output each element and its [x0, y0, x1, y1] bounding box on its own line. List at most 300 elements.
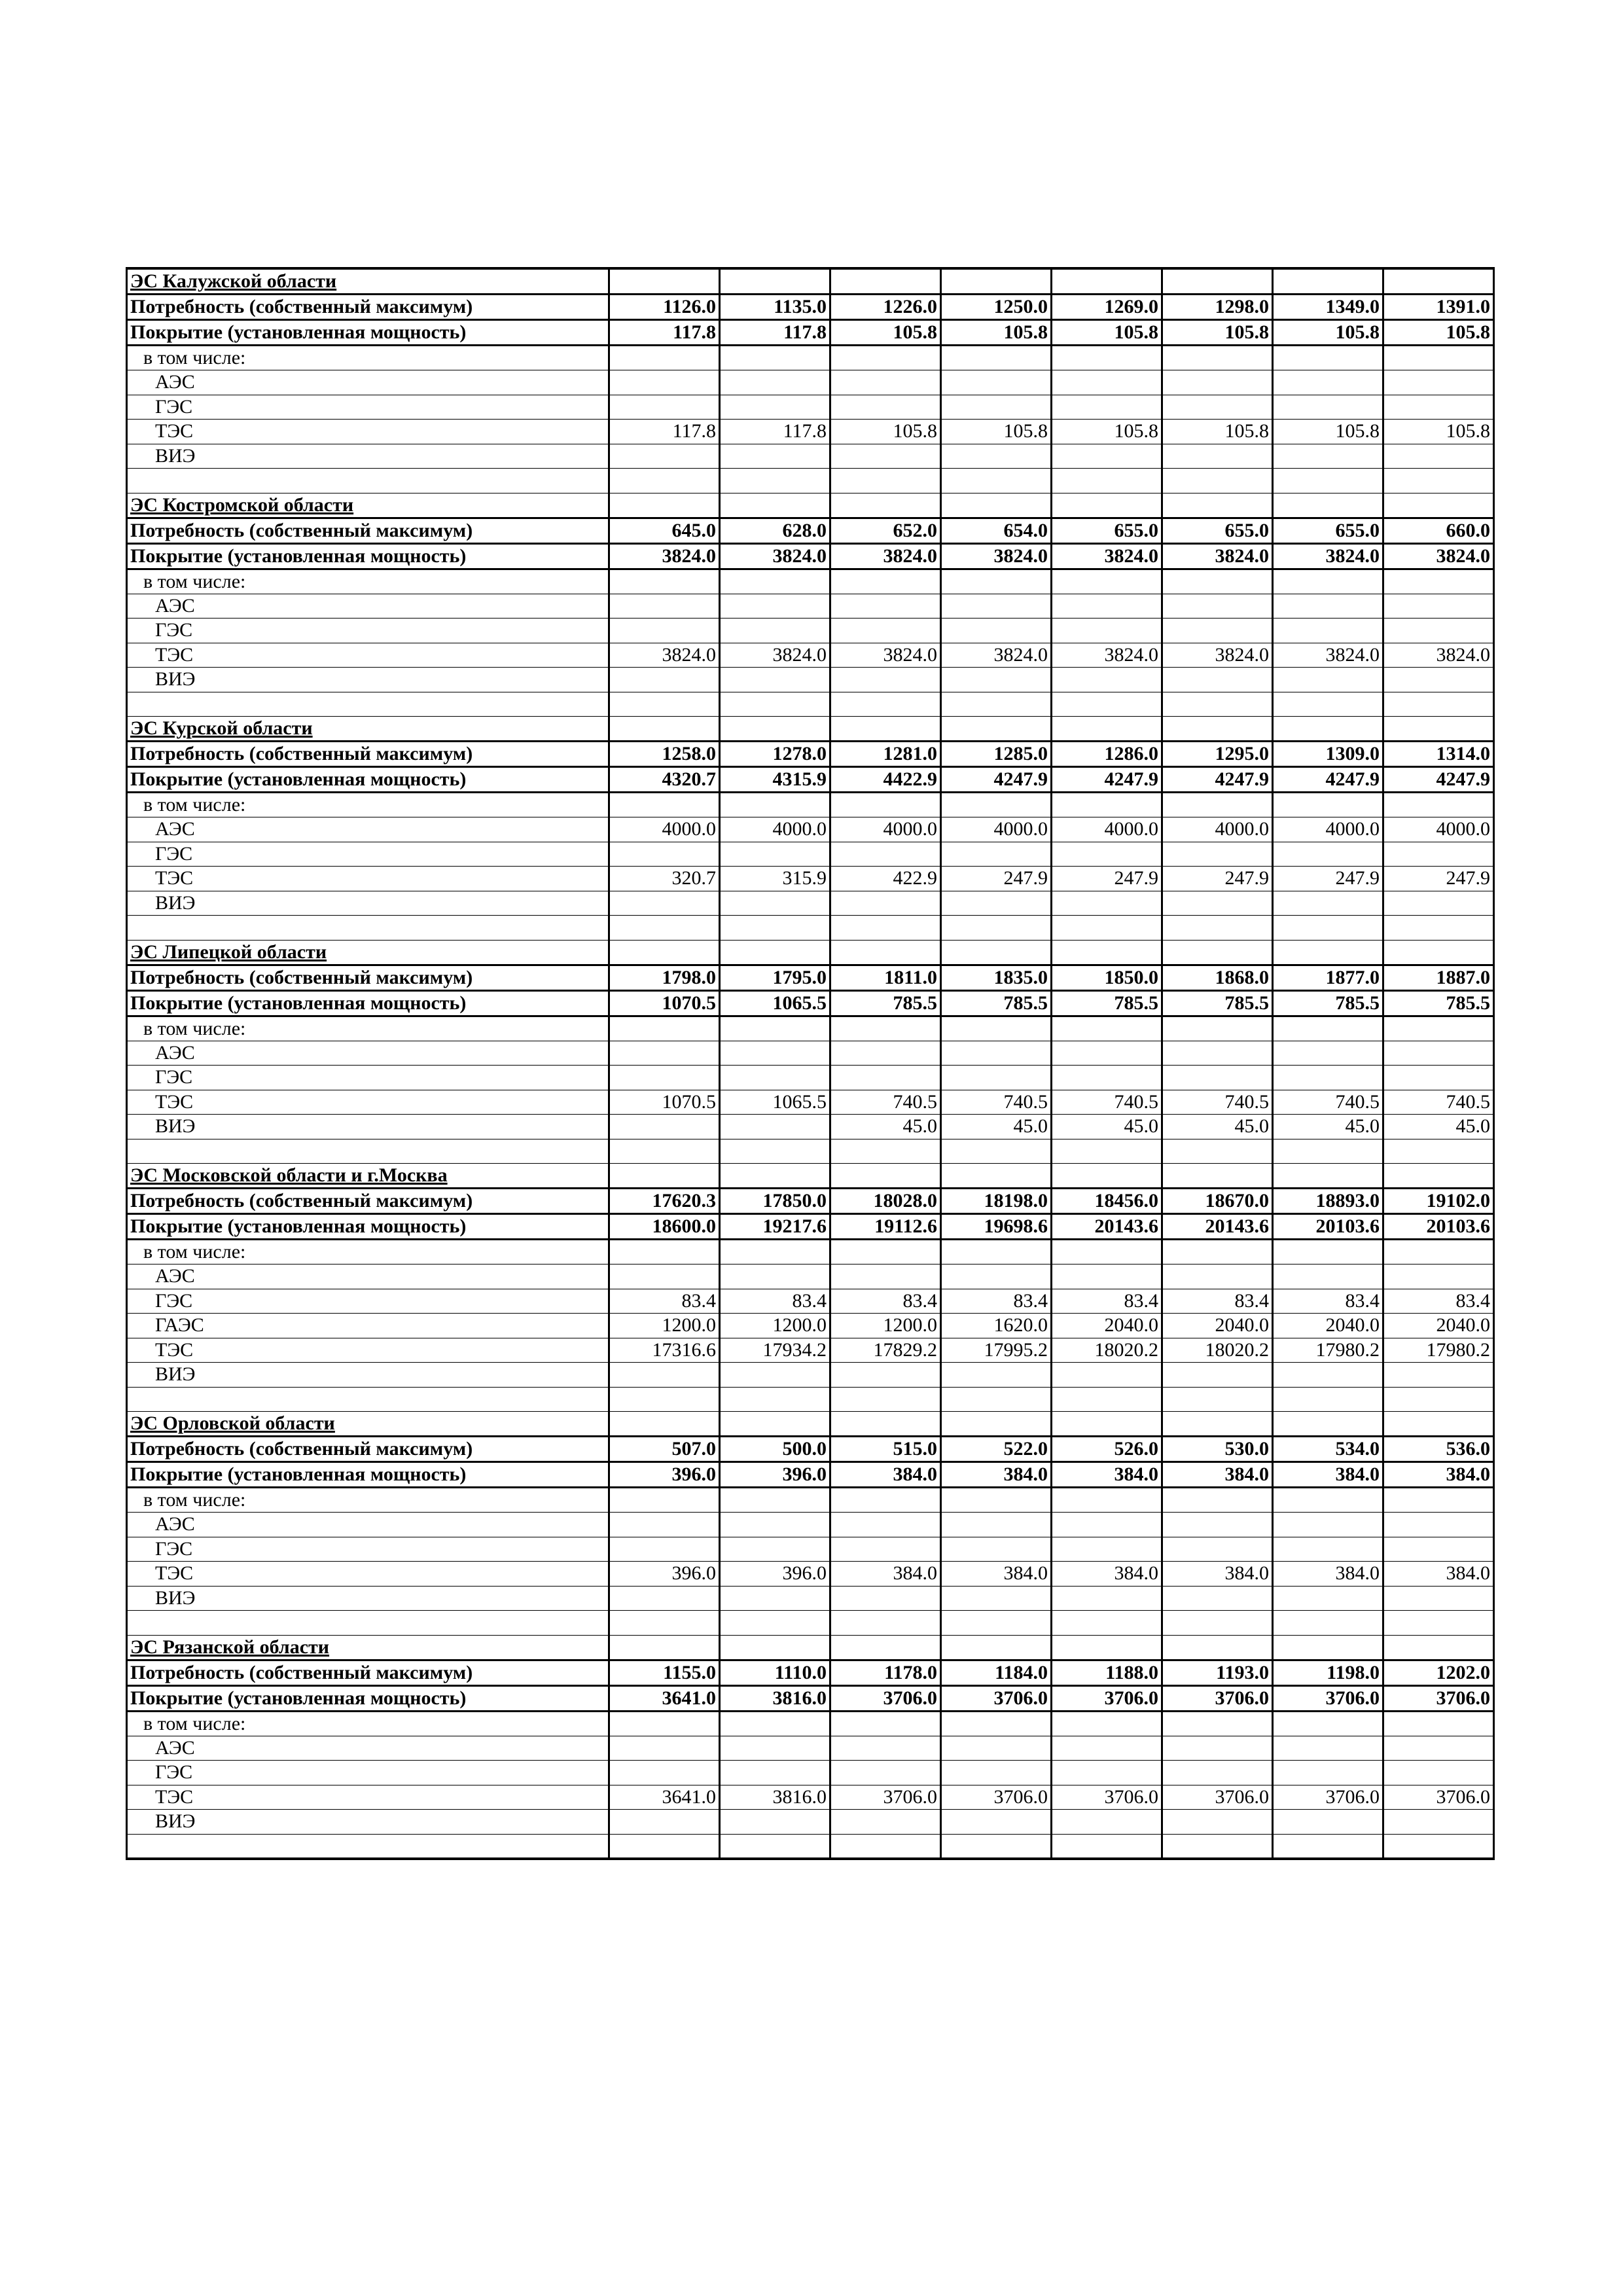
demand-label: [127, 965, 609, 990]
source-row: [127, 395, 1494, 420]
source-row: [127, 867, 1494, 891]
value-cell: [1273, 1240, 1383, 1265]
value-cell: 1281.0: [830, 742, 941, 767]
value-cell: [830, 1066, 941, 1090]
value-cell: 17850.0: [720, 1189, 830, 1214]
coverage-row: [127, 1685, 1494, 1711]
value-cell: 1798.0: [609, 965, 720, 990]
value-cell: [1273, 916, 1383, 941]
value-cell: 1868.0: [1162, 965, 1273, 990]
value-cell: 785.5: [1383, 990, 1494, 1016]
source-label: [127, 594, 609, 619]
source-label-text: ГЭС: [155, 1066, 193, 1088]
value-cell: [941, 891, 1052, 916]
source-label-text: ГЭС: [155, 395, 193, 418]
source-label: [127, 1562, 609, 1587]
value-cell: [609, 1611, 720, 1636]
spacer-row: [127, 469, 1494, 493]
source-label: [127, 1761, 609, 1785]
value-cell: [1383, 1761, 1494, 1785]
including-label-text: в том числе:: [143, 1489, 246, 1511]
source-row: [127, 444, 1494, 469]
source-row: [127, 1265, 1494, 1289]
value-cell: [1162, 1586, 1273, 1611]
demand-row: [127, 1189, 1494, 1214]
including-row: [127, 1488, 1494, 1513]
value-cell: 1620.0: [941, 1314, 1052, 1338]
section-header-row: [127, 1164, 1494, 1189]
value-cell: [1052, 842, 1162, 867]
value-cell: 384.0: [941, 1462, 1052, 1488]
coverage-label-text: Покрытие (установленная мощность): [130, 1687, 467, 1709]
value-cell: [1273, 444, 1383, 469]
value-cell: [1383, 916, 1494, 941]
value-cell: 628.0: [720, 518, 830, 543]
value-cell: 3706.0: [941, 1785, 1052, 1810]
value-cell: [609, 1041, 720, 1066]
value-cell: [830, 1387, 941, 1412]
value-cell: [720, 1139, 830, 1164]
source-label: [127, 1289, 609, 1314]
demand-label-text: Потребность (собственный максимум): [130, 966, 473, 988]
coverage-label: [127, 320, 609, 346]
value-cell: [1052, 370, 1162, 395]
demand-row: [127, 1437, 1494, 1462]
value-cell: [830, 1834, 941, 1859]
value-cell: [609, 891, 720, 916]
value-cell: [1383, 469, 1494, 493]
section-title-text: ЭС Рязанской области: [130, 1636, 330, 1658]
value-cell: [830, 1537, 941, 1562]
value-cell: 1349.0: [1273, 295, 1383, 320]
section-header-row: [127, 1635, 1494, 1660]
value-cell: 4000.0: [1383, 817, 1494, 842]
value-cell: [1383, 1711, 1494, 1736]
value-cell: [1162, 1488, 1273, 1513]
source-label: [127, 817, 609, 842]
value-cell: [1273, 619, 1383, 643]
value-cell: [1162, 268, 1273, 295]
source-row: [127, 1314, 1494, 1338]
value-cell: [830, 444, 941, 469]
spacer-cell: [127, 1834, 609, 1859]
value-cell: 1391.0: [1383, 295, 1494, 320]
value-cell: 645.0: [609, 518, 720, 543]
value-cell: [609, 1066, 720, 1090]
value-cell: [1162, 493, 1273, 518]
value-cell: [941, 493, 1052, 518]
value-cell: 3824.0: [1273, 643, 1383, 668]
value-cell: 1110.0: [720, 1660, 830, 1685]
value-cell: 17995.2: [941, 1338, 1052, 1363]
value-cell: [1383, 395, 1494, 420]
value-cell: 4320.7: [609, 767, 720, 793]
value-cell: [609, 1810, 720, 1835]
source-label-text: АЭС: [155, 1265, 195, 1287]
including-label-text: в том числе:: [143, 570, 246, 592]
value-cell: 4000.0: [941, 817, 1052, 842]
value-cell: [1383, 1537, 1494, 1562]
value-cell: [1052, 469, 1162, 493]
coverage-label: [127, 1462, 609, 1488]
value-cell: 1250.0: [941, 295, 1052, 320]
source-label: [127, 1537, 609, 1562]
source-label: [127, 1338, 609, 1363]
value-cell: [609, 692, 720, 717]
value-cell: [1052, 1041, 1162, 1066]
value-cell: [1383, 1139, 1494, 1164]
value-cell: [720, 940, 830, 965]
value-cell: 17620.3: [609, 1189, 720, 1214]
value-cell: 785.5: [1052, 990, 1162, 1016]
value-cell: [1052, 493, 1162, 518]
value-cell: 534.0: [1273, 1437, 1383, 1462]
source-label: [127, 1314, 609, 1338]
value-cell: 384.0: [1052, 1462, 1162, 1488]
value-cell: 17980.2: [1273, 1338, 1383, 1363]
value-cell: 785.5: [1273, 990, 1383, 1016]
value-cell: [1162, 1537, 1273, 1562]
value-cell: 3706.0: [941, 1685, 1052, 1711]
demand-label: [127, 518, 609, 543]
value-cell: [941, 717, 1052, 742]
value-cell: [830, 395, 941, 420]
value-cell: [720, 493, 830, 518]
value-cell: 1226.0: [830, 295, 941, 320]
value-cell: [830, 370, 941, 395]
value-cell: 18020.2: [1052, 1338, 1162, 1363]
value-cell: 4000.0: [1273, 817, 1383, 842]
value-cell: 1202.0: [1383, 1660, 1494, 1685]
value-cell: 740.5: [830, 1090, 941, 1115]
value-cell: 1286.0: [1052, 742, 1162, 767]
value-cell: 1126.0: [609, 295, 720, 320]
value-cell: [720, 1115, 830, 1139]
value-cell: 4000.0: [609, 817, 720, 842]
value-cell: [720, 1488, 830, 1513]
value-cell: [1052, 1761, 1162, 1785]
value-cell: [1162, 1513, 1273, 1537]
coverage-label: [127, 1214, 609, 1240]
coverage-row: [127, 320, 1494, 346]
value-cell: [830, 594, 941, 619]
value-cell: [941, 1363, 1052, 1388]
value-cell: 655.0: [1052, 518, 1162, 543]
coverage-label: [127, 990, 609, 1016]
value-cell: [720, 692, 830, 717]
value-cell: [830, 1164, 941, 1189]
value-cell: [1162, 1711, 1273, 1736]
value-cell: 3706.0: [1162, 1785, 1273, 1810]
demand-label-text: Потребность (собственный максимум): [130, 1190, 473, 1211]
value-cell: [720, 469, 830, 493]
value-cell: [941, 1537, 1052, 1562]
source-label: [127, 643, 609, 668]
value-cell: [830, 1488, 941, 1513]
value-cell: [1052, 916, 1162, 941]
source-label-text: ВИЭ: [155, 668, 196, 691]
demand-label-text: Потребность (собственный максимум): [130, 743, 473, 764]
value-cell: [830, 717, 941, 742]
value-cell: [1273, 469, 1383, 493]
value-cell: [609, 619, 720, 643]
value-cell: [1273, 1761, 1383, 1785]
value-cell: [830, 493, 941, 518]
value-cell: [1052, 692, 1162, 717]
value-cell: 19102.0: [1383, 1189, 1494, 1214]
value-cell: [609, 842, 720, 867]
value-cell: 45.0: [1273, 1115, 1383, 1139]
source-row: [127, 1586, 1494, 1611]
value-cell: [720, 842, 830, 867]
source-row: [127, 1513, 1494, 1537]
value-cell: 1795.0: [720, 965, 830, 990]
coverage-row: [127, 990, 1494, 1016]
value-cell: [1052, 619, 1162, 643]
value-cell: [941, 594, 1052, 619]
value-cell: 3824.0: [941, 643, 1052, 668]
value-cell: [1052, 346, 1162, 370]
value-cell: 3816.0: [720, 1685, 830, 1711]
source-label-text: АЭС: [155, 371, 195, 393]
value-cell: 45.0: [830, 1115, 941, 1139]
coverage-label: [127, 543, 609, 569]
source-row: [127, 1761, 1494, 1785]
value-cell: 247.9: [1052, 867, 1162, 891]
value-cell: 384.0: [1273, 1462, 1383, 1488]
value-cell: [1052, 1265, 1162, 1289]
value-cell: [1162, 1635, 1273, 1660]
source-label: [127, 842, 609, 867]
value-cell: [609, 395, 720, 420]
value-cell: [830, 268, 941, 295]
source-label-text: ТЭС: [155, 1562, 194, 1585]
value-cell: 3824.0: [830, 543, 941, 569]
value-cell: [1052, 594, 1162, 619]
value-cell: [941, 1711, 1052, 1736]
value-cell: 3824.0: [1383, 543, 1494, 569]
value-cell: [1383, 793, 1494, 817]
value-cell: [609, 469, 720, 493]
section-header-row: [127, 493, 1494, 518]
value-cell: [1162, 1240, 1273, 1265]
value-cell: 105.8: [1383, 420, 1494, 444]
source-row: [127, 1066, 1494, 1090]
value-cell: [720, 395, 830, 420]
value-cell: [1383, 493, 1494, 518]
section-header-row: [127, 1412, 1494, 1437]
value-cell: [609, 1834, 720, 1859]
value-cell: [1162, 1834, 1273, 1859]
value-cell: 4247.9: [941, 767, 1052, 793]
value-cell: [609, 1016, 720, 1041]
value-cell: [609, 668, 720, 692]
value-cell: [609, 444, 720, 469]
value-cell: [1383, 1387, 1494, 1412]
value-cell: 1887.0: [1383, 965, 1494, 990]
value-cell: [609, 569, 720, 594]
demand-label-text: Потребность (собственный максимум): [130, 1438, 473, 1460]
value-cell: [941, 1635, 1052, 1660]
value-cell: [720, 668, 830, 692]
value-cell: [1052, 444, 1162, 469]
value-cell: [1162, 1164, 1273, 1189]
value-cell: 2040.0: [1273, 1314, 1383, 1338]
value-cell: 247.9: [1273, 867, 1383, 891]
value-cell: [1162, 1387, 1273, 1412]
value-cell: 536.0: [1383, 1437, 1494, 1462]
value-cell: 3824.0: [1162, 543, 1273, 569]
value-cell: 3706.0: [1052, 1685, 1162, 1711]
value-cell: [1052, 940, 1162, 965]
value-cell: [941, 793, 1052, 817]
including-label: [127, 569, 609, 594]
source-label: [127, 1265, 609, 1289]
source-row: [127, 1289, 1494, 1314]
value-cell: [609, 940, 720, 965]
value-cell: [830, 1041, 941, 1066]
section-title-text: ЭС Курской области: [130, 717, 313, 739]
value-cell: [830, 692, 941, 717]
source-label: [127, 370, 609, 395]
value-cell: [1052, 1139, 1162, 1164]
value-cell: 4247.9: [1162, 767, 1273, 793]
value-cell: [830, 1412, 941, 1437]
source-label: [127, 1041, 609, 1066]
section-header-row: [127, 940, 1494, 965]
value-cell: [830, 793, 941, 817]
value-cell: 83.4: [1273, 1289, 1383, 1314]
value-cell: [609, 1736, 720, 1761]
value-cell: [941, 469, 1052, 493]
value-cell: [720, 717, 830, 742]
value-cell: 785.5: [830, 990, 941, 1016]
value-cell: [720, 1761, 830, 1785]
value-cell: 740.5: [1273, 1090, 1383, 1115]
value-cell: [1273, 395, 1383, 420]
value-cell: [830, 1240, 941, 1265]
value-cell: [1162, 346, 1273, 370]
value-cell: 396.0: [609, 1562, 720, 1587]
source-row: [127, 643, 1494, 668]
including-row: [127, 346, 1494, 370]
value-cell: [609, 1164, 720, 1189]
value-cell: 20143.6: [1162, 1214, 1273, 1240]
value-cell: [1273, 493, 1383, 518]
value-cell: [720, 891, 830, 916]
value-cell: [1273, 1537, 1383, 1562]
source-row: [127, 1090, 1494, 1115]
value-cell: 3824.0: [1383, 643, 1494, 668]
value-cell: [609, 717, 720, 742]
value-cell: 1065.5: [720, 1090, 830, 1115]
demand-label: [127, 742, 609, 767]
value-cell: [1052, 1363, 1162, 1388]
value-cell: [1052, 1537, 1162, 1562]
value-cell: [830, 916, 941, 941]
spacer-cell: [127, 916, 609, 941]
value-cell: 515.0: [830, 1437, 941, 1462]
value-cell: 384.0: [1383, 1562, 1494, 1587]
value-cell: 1309.0: [1273, 742, 1383, 767]
value-cell: [720, 1635, 830, 1660]
value-cell: [1273, 1488, 1383, 1513]
value-cell: [1052, 1711, 1162, 1736]
value-cell: [941, 619, 1052, 643]
section-title: [127, 1164, 609, 1189]
value-cell: 83.4: [609, 1289, 720, 1314]
value-cell: [1273, 346, 1383, 370]
value-cell: [1273, 594, 1383, 619]
value-cell: [609, 1711, 720, 1736]
value-cell: 1835.0: [941, 965, 1052, 990]
source-label: [127, 395, 609, 420]
value-cell: 19112.6: [830, 1214, 941, 1240]
value-cell: [720, 1711, 830, 1736]
value-cell: 3706.0: [1273, 1785, 1383, 1810]
value-cell: 1278.0: [720, 742, 830, 767]
value-cell: [1162, 370, 1273, 395]
spacer-cell: [127, 1611, 609, 1636]
value-cell: [720, 1066, 830, 1090]
source-row: [127, 420, 1494, 444]
value-cell: [941, 1016, 1052, 1041]
section-title: [127, 1635, 609, 1660]
value-cell: 315.9: [720, 867, 830, 891]
value-cell: [720, 1834, 830, 1859]
value-cell: [1383, 1810, 1494, 1835]
value-cell: [830, 940, 941, 965]
value-cell: [1273, 692, 1383, 717]
value-cell: [941, 1387, 1052, 1412]
source-label-text: ВИЭ: [155, 1810, 196, 1833]
coverage-row: [127, 1462, 1494, 1488]
value-cell: 3706.0: [1052, 1785, 1162, 1810]
value-cell: [1162, 1066, 1273, 1090]
value-cell: [830, 1711, 941, 1736]
value-cell: 1178.0: [830, 1660, 941, 1685]
value-cell: 655.0: [1162, 518, 1273, 543]
value-cell: 1877.0: [1273, 965, 1383, 990]
source-label-text: АЭС: [155, 818, 195, 840]
value-cell: 1200.0: [609, 1314, 720, 1338]
value-cell: 4000.0: [830, 817, 941, 842]
value-cell: [1052, 1810, 1162, 1835]
value-cell: [1052, 1488, 1162, 1513]
value-cell: [609, 916, 720, 941]
value-cell: [1162, 940, 1273, 965]
value-cell: [720, 1363, 830, 1388]
value-cell: 526.0: [1052, 1437, 1162, 1462]
value-cell: [830, 1265, 941, 1289]
value-cell: [1273, 1586, 1383, 1611]
value-cell: 530.0: [1162, 1437, 1273, 1462]
value-cell: 17980.2: [1383, 1338, 1494, 1363]
value-cell: [1162, 1611, 1273, 1636]
value-cell: 3824.0: [830, 643, 941, 668]
value-cell: 654.0: [941, 518, 1052, 543]
value-cell: 20103.6: [1383, 1214, 1494, 1240]
value-cell: [830, 469, 941, 493]
value-cell: [1273, 370, 1383, 395]
source-label-text: ТЭС: [155, 1785, 194, 1808]
value-cell: [1052, 1736, 1162, 1761]
section-title-text: ЭС Московской области и г.Москва: [130, 1164, 448, 1186]
value-cell: 45.0: [1162, 1115, 1273, 1139]
value-cell: [1383, 1488, 1494, 1513]
coverage-label-text: Покрытие (установленная мощность): [130, 1215, 467, 1237]
value-cell: 1070.5: [609, 1090, 720, 1115]
